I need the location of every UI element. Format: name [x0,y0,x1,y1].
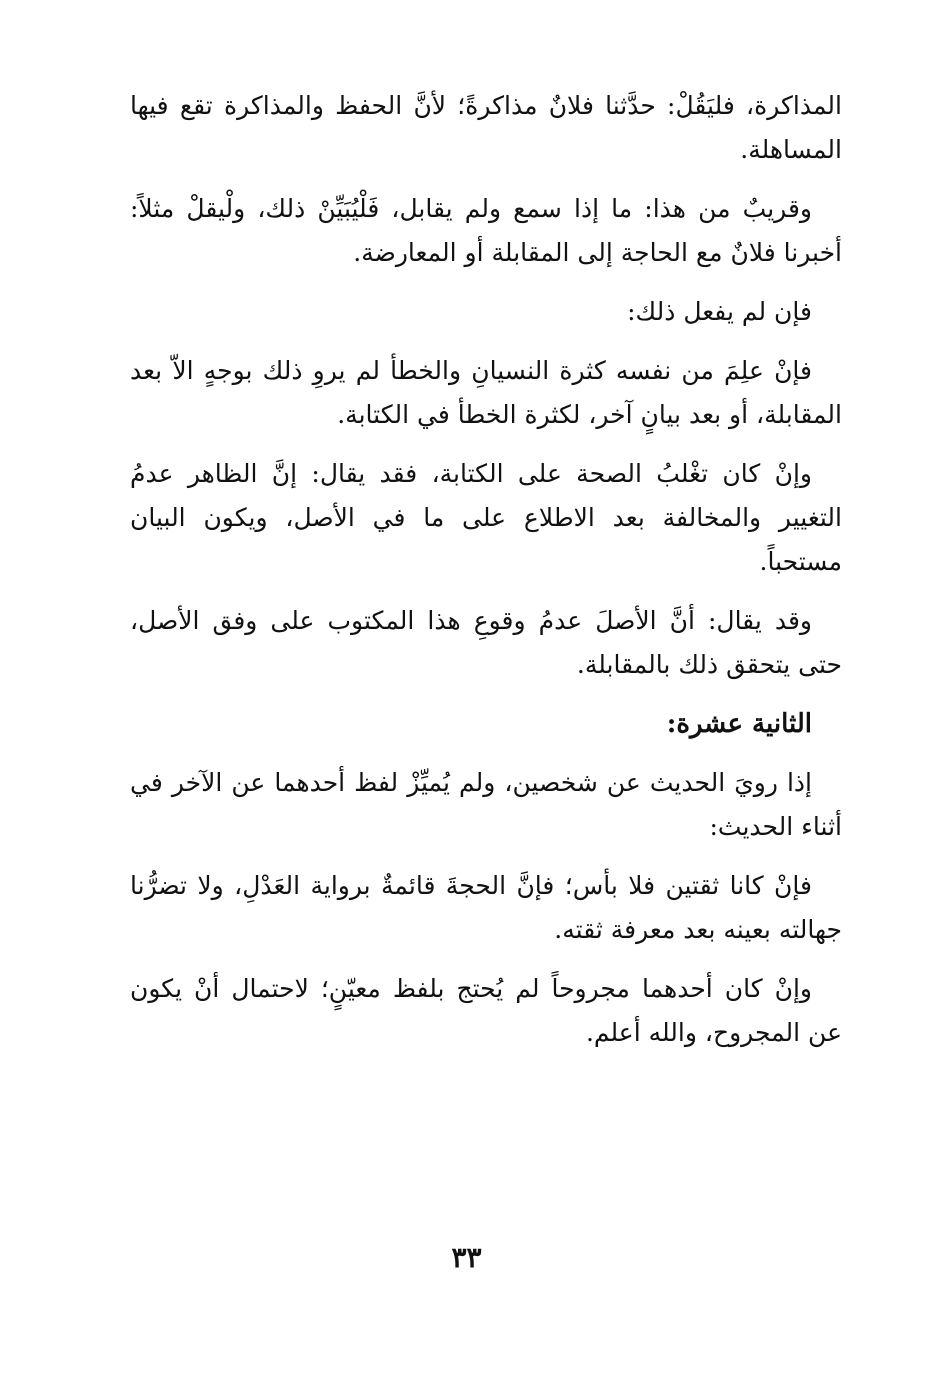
paragraph-3: فإن لم يفعل ذلك: [627,297,812,326]
page-body [130,84,842,1070]
paragraph-9: وإنْ كان أحدهما مجروحاً لم يُحتج بلفظ معيّنٍ؛ لاحتمال أنْ يكون عن المجروح، والله أعلم. [130,974,842,1047]
page-number: ٣٣ [451,1241,482,1274]
paragraph-8: فإنْ كانا ثقتين فلا بأس؛ فإنَّ الحجةَ قائمةٌ برواية العَدْلِ، ولا تضرُّنا جهالته بعينه بعد معرفة ثقته. [130,871,842,944]
paragraph-5: وإنْ كان تغْلبُ الصحة على الكتابة، فقد يقال: إنَّ الظاهر عدمُ التغيير والمخالفة بعد الاطلاع على ما في الأصل، ويكون البيان مستحباً. [130,459,842,576]
paragraph-2: وقريبٌ من هذا: ما إذا سمع ولم يقابل، فَلْيُبَيِّنْ ذلك، ولْيقلْ مثلاً: أخبرنا فلانٌ مع الحاجة إلى المقابلة أو المعارضة. [130,194,842,267]
paragraph-1: المذاكرة، فليَقُلْ: حدَّثنا فلانٌ مذاكرةً؛ لأنَّ الحفظ والمذاكرة تقع فيها المساهلة. [130,91,842,164]
section-heading: الثانية عشرة: [666,709,812,739]
paragraph-7: إذا رويَ الحديث عن شخصين، ولم يُميِّزْ لفظ أحدهما عن الآخر في أثناء الحديث: [130,768,842,841]
paragraph-6: وقد يقال: أنَّ الأصلَ عدمُ وقوعِ هذا المكتوب على وفق الأصل، حتى يتحقق ذلك بالمقابلة. [130,606,842,679]
paragraph-4: فإنْ علِمَ من نفسه كثرة النسيانِ والخطأ لم يروِ ذلك بوجهٍ الاّ بعد المقابلة، أو بعد بيانٍ آخر، لكثرة الخطأ في الكتابة. [130,356,842,429]
